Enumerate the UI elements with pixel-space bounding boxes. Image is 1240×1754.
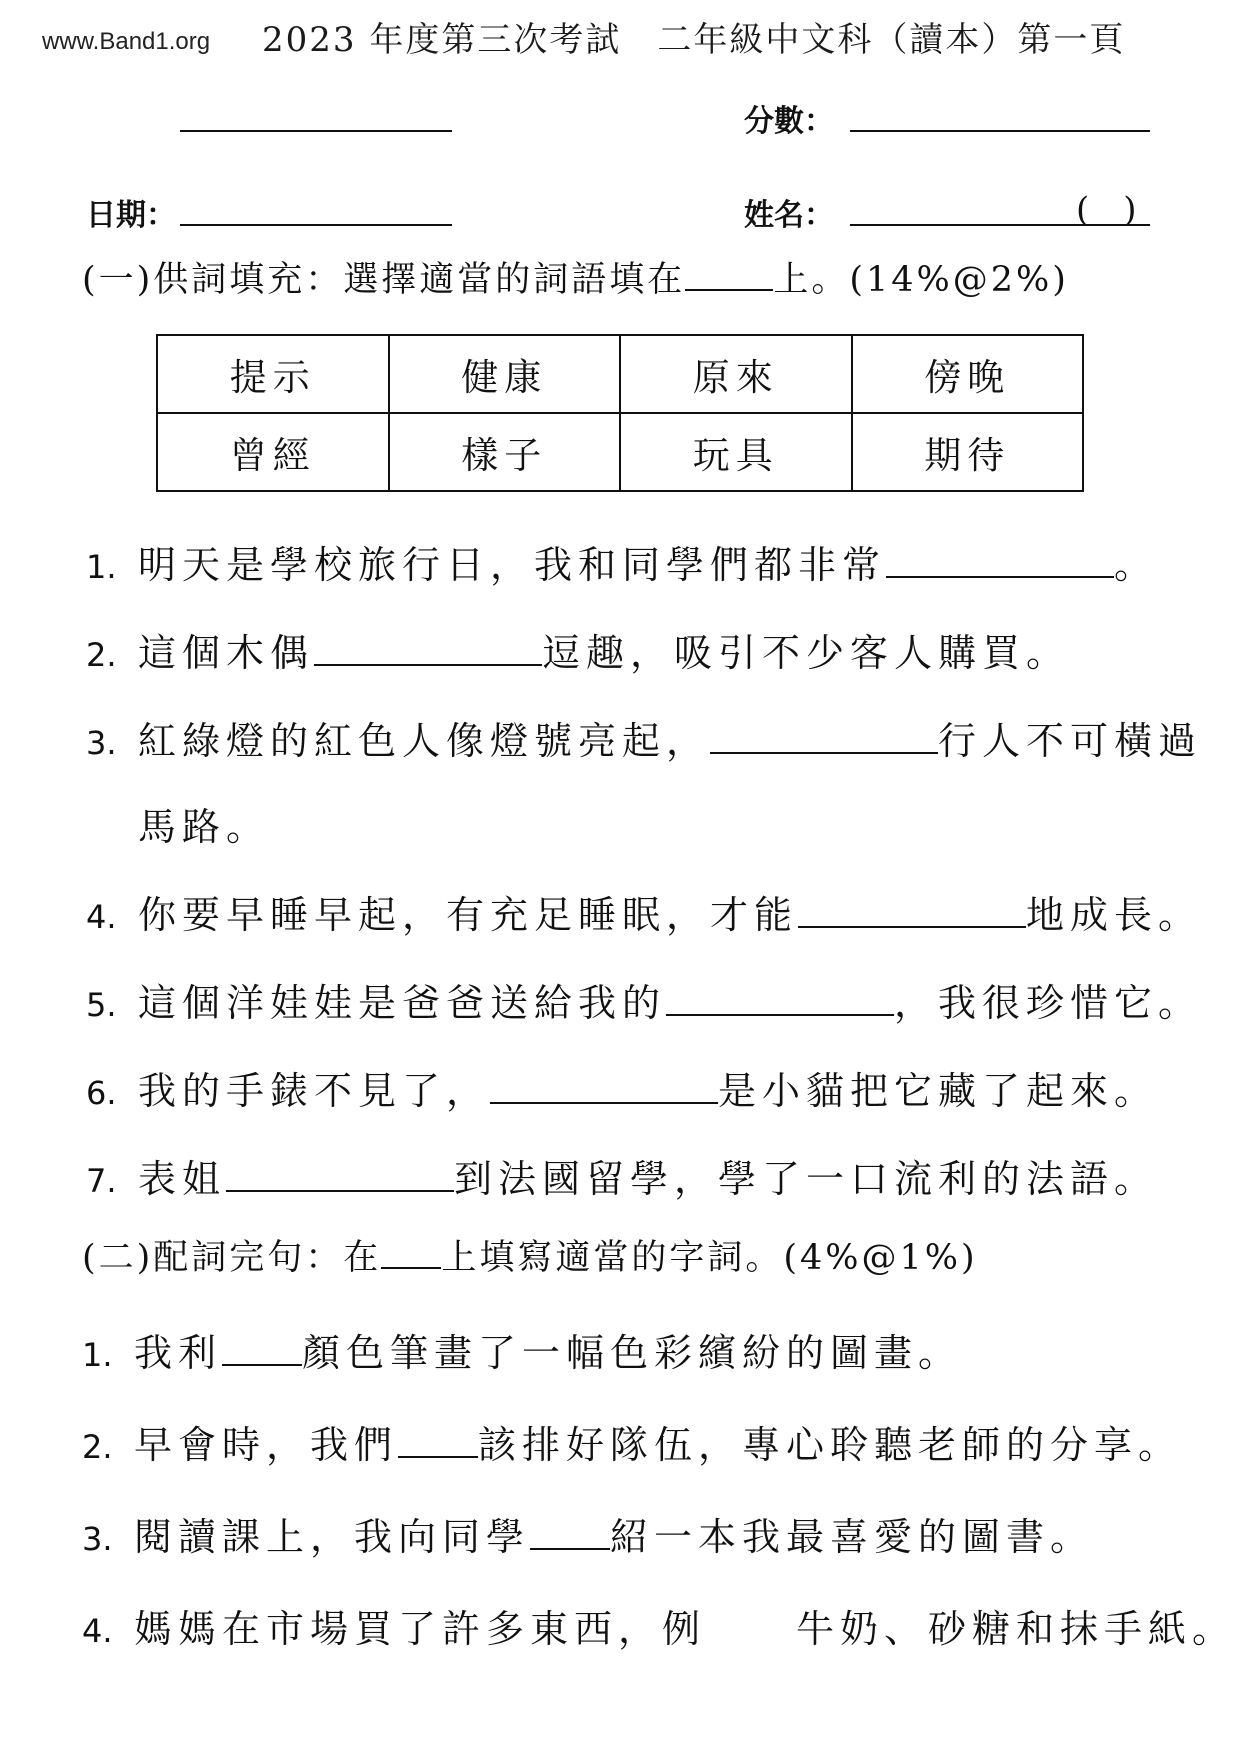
question-number: 6. [86, 1074, 117, 1112]
answer-blank[interactable] [222, 1334, 302, 1366]
page-header-title: 2023 年度第三次考試 二年級中文科（讀本）第一頁 [262, 20, 1126, 60]
date-field-line[interactable] [180, 224, 452, 226]
word-bank-cell: 玩具 [620, 413, 852, 491]
section2-question-2 [82, 1414, 1182, 1469]
section1-suffix: 上。(14%@2%) [773, 260, 1069, 300]
section1-question-6 [86, 1060, 1158, 1115]
word-bank-row [157, 335, 1083, 413]
word-bank-cell: 健康 [389, 335, 621, 413]
section1-question-7 [86, 1148, 1158, 1203]
answer-blank[interactable] [226, 1160, 454, 1192]
question-text-before: 媽媽在市場買了許多東西，例 [134, 1607, 707, 1651]
section2-question-3 [82, 1506, 1094, 1561]
word-bank-cell: 提示 [157, 335, 389, 413]
question-number: 4. [82, 1612, 113, 1650]
answer-blank[interactable] [398, 1426, 478, 1458]
question-text-after: 顏色筆畫了一幅色彩繽紛的圖畫。 [302, 1331, 963, 1375]
section1-question-2 [86, 622, 1070, 677]
score-field-line[interactable] [850, 130, 1150, 132]
question-number: 3. [82, 1520, 113, 1558]
section2-question-1 [82, 1322, 962, 1377]
question-number: 5. [86, 986, 117, 1024]
word-bank-row [157, 413, 1083, 491]
answer-blank[interactable] [530, 1518, 610, 1550]
section2-question-4 [82, 1598, 1236, 1653]
section1-question-4 [86, 884, 1202, 939]
question-text-before: 我利 [134, 1331, 223, 1375]
question-text-before: 早會時，我們 [134, 1423, 399, 1467]
question-text-after: 行人不可橫過 [938, 719, 1203, 763]
question-text-before: 紅綠燈的紅色人像燈號亮起， [138, 719, 711, 763]
section1-question-1 [86, 534, 1158, 589]
answer-blank[interactable] [666, 984, 894, 1016]
word-bank-cell: 原來 [620, 335, 852, 413]
question-text-before: 閱讀課上，我向同學 [134, 1515, 531, 1559]
word-bank-cell: 曾經 [157, 413, 389, 491]
section1-question-3-continuation: 馬路。 [138, 805, 271, 849]
watermark-text: www.Band1.org [42, 28, 211, 55]
section1-heading [82, 252, 1069, 302]
section2-example-blank [381, 1237, 441, 1269]
answer-blank[interactable] [886, 546, 1114, 578]
question-number: 4. [86, 898, 117, 936]
question-number: 7. [86, 1162, 117, 1200]
section1-question-5 [86, 972, 1202, 1027]
class-number-paren: ( ) [1076, 190, 1137, 230]
question-text-before: 這個洋娃娃是爸爸送給我的 [138, 981, 667, 1025]
answer-blank[interactable] [490, 1072, 718, 1104]
class-field-line[interactable] [180, 130, 452, 132]
question-text-after: 逗趣，吸引不少客人購買。 [542, 631, 1071, 675]
word-bank-cell: 期待 [852, 413, 1084, 491]
question-text-before: 表姐 [138, 1157, 227, 1201]
question-text-after: ，我很珍惜它。 [894, 981, 1203, 1025]
question-number: 2. [82, 1428, 113, 1466]
question-text-before: 你要早睡早起，有充足睡眠，才能 [138, 893, 799, 937]
question-text-after: 是小貓把它藏了起來。 [718, 1069, 1159, 1113]
section1-prefix: (一)供詞填充：選擇適當的詞語填在 [82, 260, 686, 300]
question-number: 2. [86, 636, 117, 674]
answer-blank[interactable] [798, 896, 1026, 928]
score-label: 分數： [744, 104, 834, 139]
date-label: 日期： [86, 198, 176, 233]
word-bank-cell: 樣子 [389, 413, 621, 491]
section1-example-blank [685, 259, 773, 291]
question-text-before: 我的手錶不見了， [138, 1069, 491, 1113]
question-text-after: 紹一本我最喜愛的圖書。 [610, 1515, 1095, 1559]
question-text-before: 明天是學校旅行日，我和同學們都非常 [138, 543, 887, 587]
question-text-after: 牛奶、砂糖和抹手紙。 [796, 1607, 1237, 1651]
question-number: 1. [86, 548, 117, 586]
section2-prefix: (二)配詞完句：在 [82, 1238, 382, 1278]
question-text-before: 這個木偶 [138, 631, 315, 675]
word-bank-cell: 傍晚 [852, 335, 1084, 413]
question-text-after: 到法國留學，學了一口流利的法語。 [454, 1157, 1159, 1201]
question-number: 3. [86, 724, 117, 762]
section2-heading [82, 1230, 978, 1280]
answer-blank[interactable] [710, 722, 938, 754]
question-text-after: 。 [1114, 543, 1159, 587]
section2-suffix: 上填寫適當的字詞。(4%@1%) [441, 1238, 978, 1278]
question-text-after: 地成長。 [1026, 893, 1203, 937]
section1-question-3 [86, 710, 1202, 765]
question-number: 1. [82, 1336, 113, 1374]
question-text-after: 該排好隊伍，專心聆聽老師的分享。 [478, 1423, 1183, 1467]
name-label: 姓名： [744, 198, 834, 233]
answer-blank[interactable] [314, 634, 542, 666]
word-bank-table [156, 334, 1084, 492]
